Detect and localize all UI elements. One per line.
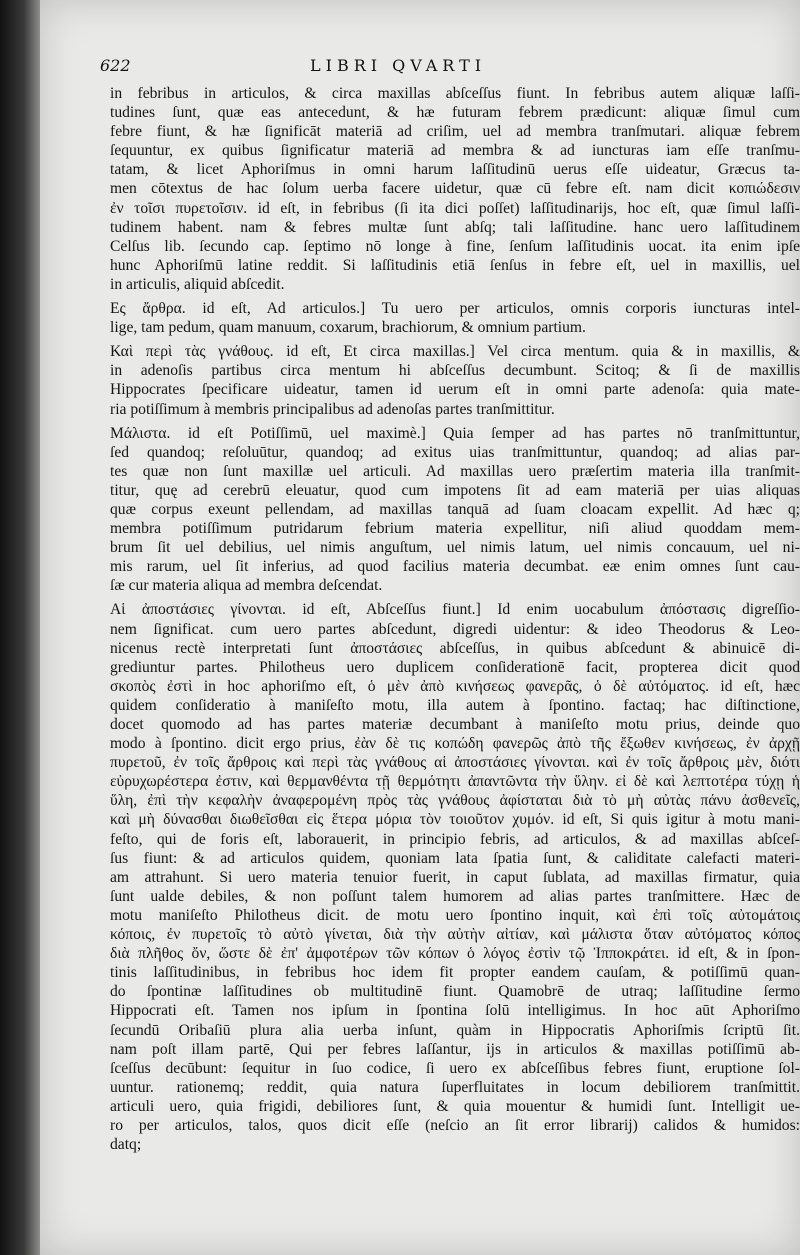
text-line: datq; <box>110 1136 142 1154</box>
text-line: do ſpontinæ laſſitudines ob multitudinē fiunt. Quamobrē de utraq; laſſitudine ſermo <box>110 983 800 1001</box>
text-line: tes quæ non ſunt maxillæ uel articuli. Ad maxillas uero præſertim materia illa tranſmit- <box>110 462 800 480</box>
text-line: grediuntur partes. Philotheus uero duplicem conſiderationē facit, propterea dicit quod <box>110 658 800 676</box>
text-line: σκοπὸς ἐστὶ in hoc aphoriſmo eſt, ὁ μὲν ἀπὸ κινήσεως φανερᾶς, ὁ δὲ αὐτόματος. id eſt, hæc <box>110 677 800 695</box>
text-line: tinis laſſitudinibus, in febribus hoc idem fit propter eandem cauſam, & potiſſimū quan- <box>110 964 800 982</box>
text-line: nam poſt illam partē, Qui per febres laſſantur, ijs in articulos & maxillas potiſſimū ab- <box>110 1040 800 1058</box>
text-line: ſæ cur materia aliqua ad membra deſcendat. <box>110 577 383 595</box>
text-line: motu maniſeſto Philotheus dicit. de motu uero ſpontino inquit, καὶ ἐπὶ τοῖς αὐτομάτοις <box>110 906 800 924</box>
text-line: ſecundū Oribaſiū plura alia uerba inſunt, quàm in Hippocratis Aphoriſmis ſcriptū ſit. <box>110 1021 800 1039</box>
running-title: LIBRI QVARTI <box>310 56 487 75</box>
text-line: nem ſignificat. cum uero partes abſcedunt, digredi uidentur: & ideo Theodorus & Leo- <box>110 620 800 638</box>
text-line: uuntur. rationemq; reddit, quia natura ſuperfluitates in locum debiliorem tranſmittit. <box>110 1078 800 1096</box>
text-line: am attrahunt. Si uero materia tenuior fuerit, in caput ſublata, ad maxillas firmatur, quia <box>110 868 800 886</box>
text-line: men cōtextus de hac ſolum uerba facere uidetur, quæ cū febre eſt. nam dicit κοπιώδεσιν <box>110 180 800 198</box>
text-line: in adenoſis partibus circa mentum hi abſceſſus decumbunt. Scitoq; & ſi de maxillis <box>110 362 800 380</box>
text-line: Αἱ ἀποστάσιες γίνονται. id eſt, Abſceſſus fiunt.] Id enim uocabulum ἀπόστασις digreſſio- <box>110 601 800 619</box>
text-line: διὰ πλῆθος ὄν, ὥστε δὲ ἐπ' ἀμφοτέρων τῶν κόπων ὁ λόγος ἐστὶν τῷ Ἱπποκράτει. id eſt, & in ſpon- <box>110 945 800 963</box>
text-line: καὶ μὴ δύνασθαι διωθεῖσθαι εἰς ἕτερα μόρια τὸν τοιοῦτον χυμόν. id eſt, Si quis igitur à motu mani- <box>110 811 800 829</box>
text-line: Hippocrates ſpecificare uideatur, tamen id uerum eſt in omni parte adenoſa: quia mate- <box>110 381 800 399</box>
text-line: ἐν τοῖσι πυρετοῖσιν. id eſt, in febribus (ſi ita dici poſſet) laſſitudinarijs, hoc eſt, quæ ſimul laſſi- <box>110 199 800 217</box>
text-line: κόποις, ἐν πυρετοῖς τὸ αὐτὸ γίνεται, διὰ τὴν αὐτὴν αἰτίαν, καὶ μάλιστα ὅταν αὐτόματος κόπος <box>110 926 800 944</box>
text-line: ſunt ualde debiles, & non poſſunt talem humorem ad alias partes tranſmittere. Hæc de <box>110 887 800 905</box>
text-line: tudinem habent. nam & febres multæ ſunt abſq; tali laſſitudine. hanc uero laſſitudinem <box>110 218 800 236</box>
text-line: ſequuntur, ex quibus ſignificatur materiā ad membra & ad iuncturas iam eſſe tranſmu- <box>110 142 800 160</box>
text-line: quæ corpus exeunt pellendam, ad maxillas tanquā ad ſuam cloacam expellit. Ad hæc q; <box>110 500 800 518</box>
text-line: membra potiſſimum putridarum febrium materia expellitur, niſi aliud quoddam mem- <box>110 520 800 538</box>
text-line: ria potiſſimum à membris principalibus ad adenoſas partes tranſmittitur. <box>110 400 555 418</box>
text-line: tudines ſunt, quæ eas antecedunt, & hæ futuram febrem prædicunt: aliquæ ſimul cum <box>110 104 800 122</box>
text-line: in articulis, aliquid abſcedit. <box>110 275 285 293</box>
text-line: ſed quandoq; reſoluūtur, quandoq; ad exitus uias tranſmittuntur, quandoq; ad alias par- <box>110 443 800 461</box>
text-line: εὐρυχωρέστερα ἐστιν, καὶ θερμανθέντα τῇ θερμότητι ἀπαντῶντα τὴν ὕλην. εἰ δὲ καὶ λεπτοτέρα τύχῃ ἡ <box>110 773 800 791</box>
text-line: brum ſit uel debilius, uel nimis anguſtum, uel nimis latum, uel nimis concauum, uel ni- <box>110 539 800 557</box>
text-line: Καὶ περὶ τὰς γνάθους. id eſt, Et circa maxillas.] Vel circa mentum. quia & in maxillis, & <box>110 343 800 361</box>
paragraph <box>110 342 800 418</box>
text-line: nicenus rectè interpretati ſunt ἀποστάσιες abſceſſus, in quibus abſcedunt & abinuicē di- <box>110 639 800 657</box>
text-line: Μάλιστα. id eſt Potiſſimū, uel maximè.] Quia ſemper ad has partes nō tranſmittuntur, <box>110 424 800 442</box>
text-line: ro per articulos, talos, quos dicit eſſe (neſcio an ſit error librarij) calidos & humidos: <box>110 1116 800 1134</box>
text-line: Ες ἄρθρα. id eſt, Ad articulos.] Tu uero per articulos, omnis corporis iuncturas intel- <box>110 300 800 318</box>
text-line: titur, quę ad cerebrū eleuatur, quod cum impotens ſit ad eam materiā per uias aliquas <box>110 481 800 499</box>
paragraph <box>110 299 800 337</box>
text-line: tatam, & licet Aphoriſmus in omni harum laſſitudinū uerus eſſe uideatur, Græcus ta- <box>110 161 800 179</box>
text-line: feſto, qui de foris eſt, laborauerit, in principio febris, ad articulos, & ad maxillas abſceſ- <box>110 830 800 848</box>
text-line: in febribus in articulos, & circa maxillas abſceſſus fiunt. In febribus autem aliquæ laſſi- <box>110 85 800 102</box>
text-line: ὕλη, ἐπὶ τὴν κεφαλὴν ἀναφερομένη πρὸς τὰς γνάθους ἀφίσταται διὰ τὸ μὴ αὐτὰς πάνυ ἀσθενεῖς, <box>110 792 800 810</box>
text-line: ſceſſus decūbunt: ſequitur in ſuo codice, ſi uero ex abſceſſibus febres fiunt, eruptione ſol- <box>110 1059 800 1077</box>
paragraph <box>110 84 800 294</box>
book-gutter <box>0 0 40 1255</box>
book-page <box>40 0 800 1255</box>
page-number: 622 <box>100 56 131 75</box>
text-line: mis rarum, uel ſit inferius, ad quod facilius materia decumbat. eæ enim omnes ſunt cau- <box>110 558 800 576</box>
text-line: modo à ſpontino. dicit ergo prius, ἐὰν δὲ τις κοπώδη φανερῶς ἀπὸ τῆς ἔξωθεν κινήσεως, ἐν ἀρχῇ <box>110 735 800 753</box>
text-line: Celſus lib. ſecundo cap. ſeptimo nō longe à fine, ſenſum laſſitudinis uocat. ita enim ipſe <box>110 237 800 255</box>
text-line: docet quomodo ad has partes materiæ decumbant à maniſeſto motu prius, deinde quo <box>110 716 800 733</box>
text-line: Hippocrati eſt. Tamen nos ipſum in ſpontina ſolū intelligimus. In hoc aūt Aphoriſmo <box>110 1002 800 1020</box>
text-line: quidem conſideratio à maniſeſto motu, illa autem à ſpontino. factaq; hac diſtinctione, <box>110 696 800 714</box>
text-line: articuli uero, quia frigidi, debiliores ſunt, & quia mouentur & humidi ſunt. Intelligit ue- <box>110 1097 800 1115</box>
paragraph <box>110 600 800 1154</box>
paragraph <box>110 424 800 596</box>
body-text <box>110 84 800 1154</box>
text-line: πυρετοῦ, ἐν τοῖς ἄρθροις καὶ περὶ τὰς γνάθους αἱ ἀποστάσιες γίνονται. καὶ ἐν τοῖς ἄρθροις μὲν, διότι <box>110 754 800 772</box>
text-line: febre fiunt, & hæ ſignificāt materiā ad criſim, uel ad membra tranſmutari. aliquæ febrem <box>110 123 800 141</box>
text-line: ſus fiunt: & ad articulos quidem, quoniam lata ſpatia ſunt, & caliditate calefacti materi- <box>110 849 800 867</box>
text-line: hunc Aphoriſmū latine reddit. Si laſſitudinis etiā ſenſus in febre eſt, uel in maxillis, uel <box>110 256 800 274</box>
text-line: lige, tam pedum, quam manuum, coxarum, brachiorum, & omnium partium. <box>110 319 586 337</box>
